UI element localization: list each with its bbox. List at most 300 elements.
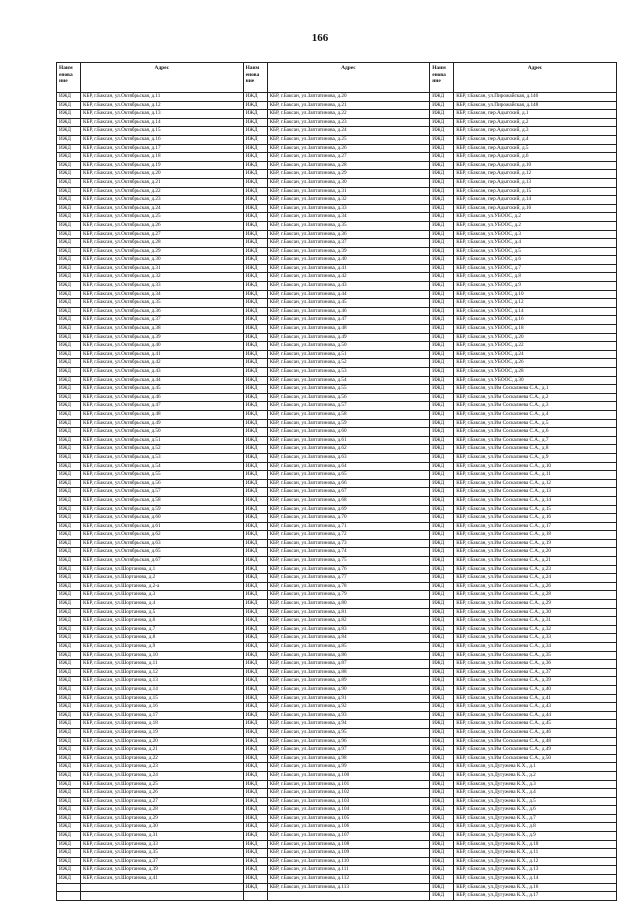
row-address-cell: КБР, г.Баксан, ул.Шортанова, д.1 [81,565,244,574]
row-address-cell: КБР, г.Баксан, ул.Шортанова, д.3 [81,591,244,600]
row-type-cell: ИЖД [57,600,81,609]
row-address-cell: КБР, г.Баксан, ул.Заптатинова, д.54 [267,376,430,385]
row-type-cell [243,892,267,901]
row-address-cell: КБР, г.Баксан, пер.Адыгский, д.2 [454,118,617,127]
row-address-cell: КБР, г.Баксан, ул.Им Соскалиева С.А., д.23 [454,565,617,574]
row-type-cell: ИЖД [430,814,454,823]
row-address-cell: КБР, г.Баксан, ул.Заптатинова, д.79 [267,591,430,600]
row-type-cell: ИЖД [430,385,454,394]
row-address-cell: КБР, г.Баксан, ул.Заптатинова, д.52 [267,359,430,368]
row-type-cell: ИЖД [243,505,267,514]
row-type-cell: ИЖД [57,445,81,454]
table-row [57,273,617,282]
row-address-cell: КБР, г.Баксан, ул.Заптатинова, д.56 [267,393,430,402]
row-address-cell: КБР, г.Баксан, пер.Адыгский, д.1 [454,110,617,119]
table-row [57,780,617,789]
row-address-cell: КБР, г.Баксан, ул.Им Соскалиева С.А., д.10 [454,462,617,471]
row-address-cell: КБР, г.Баксан, ул.Шортанова, д.22 [81,754,244,763]
row-address-cell: КБР, г.Баксан, ул.Им Соскалиева С.А., д.14 [454,496,617,505]
row-type-cell: ИЖД [243,797,267,806]
row-type-cell: ИЖД [57,771,81,780]
row-address-cell: КБР, г.Баксан, ул.Октябрьская, д.31 [81,264,244,273]
row-type-cell: ИЖД [57,290,81,299]
row-address-cell: КБР, г.Баксан, ул.Заптатинова, д.89 [267,677,430,686]
row-address-cell: КБР, г.Баксан, ул.Дугужева К.Х., д.8 [454,823,617,832]
row-type-cell: ИЖД [57,239,81,248]
table-row [57,771,617,780]
row-address-cell: КБР, г.Баксан, ул.УБООС, д.16 [454,316,617,325]
row-address-cell: КБР, г.Баксан, ул.Октябрьская, д.46 [81,393,244,402]
row-address-cell: КБР, г.Баксан, ул.Заптатинова, д.55 [267,385,430,394]
row-type-cell: ИЖД [430,453,454,462]
row-type-cell: ИЖД [57,247,81,256]
row-address-cell: КБР, г.Баксан, ул.Заптатинова, д.50 [267,342,430,351]
row-type-cell: ИЖД [243,823,267,832]
table-row [57,806,617,815]
row-address-cell: КБР, г.Баксан, ул.Заптатинова, д.95 [267,728,430,737]
row-type-cell: ИЖД [243,514,267,523]
row-address-cell: КБР, г.Баксан, ул.УБООС, д.14 [454,307,617,316]
table-row [57,677,617,686]
row-type-cell: ИЖД [430,178,454,187]
row-type-cell: ИЖД [430,230,454,239]
row-address-cell: КБР, г.Баксан, ул.Заптатинова, д.37 [267,239,430,248]
row-address-cell: КБР, г.Баксан, ул.Шортанова, д.8 [81,634,244,643]
table-row [57,299,617,308]
row-address-cell: КБР, г.Баксан, ул.Заптатинова, д.47 [267,316,430,325]
row-type-cell: ИЖД [57,299,81,308]
row-type-cell: ИЖД [57,694,81,703]
row-address-cell: КБР, г.Баксан, ул.Им Соскалиева С.А., д.20 [454,548,617,557]
row-address-cell: КБР, г.Баксан, ул.УБООС, д.3 [454,230,617,239]
row-type-cell: ИЖД [243,307,267,316]
table-row [57,135,617,144]
row-address-cell: КБР, г.Баксан, ул.Шортанова, д.2-а [81,582,244,591]
row-address-cell [81,892,244,901]
row-address-cell: КБР, г.Баксан, ул.Октябрьская, д.30 [81,256,244,265]
row-type-cell: ИЖД [430,703,454,712]
row-address-cell: КБР, г.Баксан, ул.Октябрьская, д.56 [81,479,244,488]
row-type-cell: ИЖД [243,617,267,626]
row-type-cell: ИЖД [430,428,454,437]
row-address-cell: КБР, г.Баксан, ул.Октябрьская, д.59 [81,505,244,514]
row-type-cell: ИЖД [430,591,454,600]
row-type-cell: ИЖД [243,230,267,239]
row-type-cell: ИЖД [430,436,454,445]
row-address-cell: КБР, г.Баксан, ул.Октябрьская, д.16 [81,135,244,144]
table-row [57,488,617,497]
table-row [57,840,617,849]
row-type-cell: ИЖД [57,806,81,815]
row-type-cell: ИЖД [243,806,267,815]
table-row [57,875,617,884]
row-type-cell: ИЖД [243,728,267,737]
row-address-cell: КБР, г.Баксан, ул.Им Соскалиева С.А., д.6 [454,428,617,437]
row-address-cell: КБР, г.Баксан, ул.Заптатинова, д.105 [267,814,430,823]
row-address-cell: КБР, г.Баксан, ул.Дугужева К.Х., д.7 [454,814,617,823]
row-type-cell: ИЖД [243,600,267,609]
table-row [57,419,617,428]
table-row [57,453,617,462]
row-address-cell: КБР, г.Баксан, ул.Октябрьская, д.40 [81,342,244,351]
row-type-cell: ИЖД [57,625,81,634]
row-type-cell: ИЖД [243,118,267,127]
row-type-cell: ИЖД [243,814,267,823]
table-row [57,204,617,213]
row-address-cell: КБР, г.Баксан, ул.Дугужева К.Х., д.14 [454,875,617,884]
row-address-cell: КБР, г.Баксан, ул.Заптатинова, д.110 [267,857,430,866]
row-address-cell: КБР, г.Баксан, ул.УБООС, д.30 [454,376,617,385]
row-type-cell [57,892,81,901]
row-type-cell: ИЖД [430,557,454,566]
row-address-cell: КБР, г.Баксан, ул.Заптатинова, д.24 [267,127,430,136]
row-type-cell: ИЖД [57,161,81,170]
row-address-cell: КБР, г.Баксан, ул.Октябрьская, д.52 [81,445,244,454]
row-type-cell: ИЖД [57,144,81,153]
row-type-cell: ИЖД [243,591,267,600]
table-row [57,127,617,136]
row-type-cell: ИЖД [57,333,81,342]
row-type-cell: ИЖД [243,187,267,196]
table-row [57,522,617,531]
row-address-cell: КБР, г.Баксан, ул.Шортанова, д.31 [81,832,244,841]
row-type-cell: ИЖД [430,634,454,643]
table-row [57,608,617,617]
row-address-cell: КБР, г.Баксан, ул.Дугужева К.Х., д.3 [454,780,617,789]
row-address-cell: КБР, г.Баксан, ул.Заптатинова, д.98 [267,754,430,763]
row-type-cell: ИЖД [430,264,454,273]
row-type-cell: ИЖД [243,634,267,643]
row-address-cell: КБР, г.Баксан, ул.Им Соскалиева С.А., д.16 [454,514,617,523]
row-type-cell: ИЖД [57,402,81,411]
row-address-cell: КБР, г.Баксан, пер.Адыгский, д.15 [454,187,617,196]
row-address-cell: КБР, г.Баксан, ул.Октябрьская, д.42 [81,359,244,368]
row-address-cell: КБР, г.Баксан, ул.УБООС, д.6 [454,256,617,265]
row-type-cell: ИЖД [243,239,267,248]
row-type-cell: ИЖД [430,685,454,694]
row-address-cell: КБР, г.Баксан, ул.Шортанова, д.37 [81,857,244,866]
row-address-cell: КБР, г.Баксан, ул.Октябрьская, д.32 [81,273,244,282]
row-type-cell: ИЖД [243,376,267,385]
table-row [57,711,617,720]
row-type-cell: ИЖД [430,582,454,591]
row-type-cell: ИЖД [430,514,454,523]
row-type-cell: ИЖД [57,282,81,291]
row-address-cell: КБР, г.Баксан, ул.Заптатинова, д.44 [267,290,430,299]
row-type-cell: ИЖД [430,299,454,308]
page-number: 166 [311,32,329,44]
row-address-cell: КБР, г.Баксан, ул.Заптатинова, д.43 [267,282,430,291]
row-address-cell: КБР, г.Баксан, ул.Шортанова, д.15 [81,694,244,703]
row-address-cell: КБР, г.Баксан, ул.Октябрьская, д.35 [81,299,244,308]
row-type-cell: ИЖД [57,840,81,849]
table-row [57,643,617,652]
row-address-cell [81,883,244,892]
row-address-cell: КБР, г.Баксан, ул.Заптатинова, д.29 [267,170,430,179]
table-row [57,600,617,609]
row-address-cell: КБР, г.Баксан, пер.Адыгский, д.10 [454,161,617,170]
row-type-cell: ИЖД [430,771,454,780]
table-row [57,531,617,540]
row-address-cell: КБР, г.Баксан, ул.Шортанова, д.18 [81,720,244,729]
row-address-cell: КБР, г.Баксан, ул.Октябрьская, д.41 [81,350,244,359]
row-type-cell: ИЖД [430,256,454,265]
table-row [57,307,617,316]
row-type-cell: ИЖД [243,857,267,866]
row-address-cell: КБР, г.Баксан, ул.Заптатинова, д.63 [267,453,430,462]
row-type-cell: ИЖД [243,342,267,351]
row-address-cell: КБР, г.Баксан, ул.УБООС, д.28 [454,368,617,377]
row-address-cell: КБР, г.Баксан, ул.Заптатинова, д.64 [267,462,430,471]
row-address-cell: КБР, г.Баксан, ул.Им Соскалиева С.А., д.9 [454,453,617,462]
row-address-cell: КБР, г.Баксан, ул.Заптатинова, д.66 [267,479,430,488]
row-address-cell: КБР, г.Баксан, ул.Им Соскалиева С.А., д.35 [454,651,617,660]
row-address-cell: КБР, г.Баксан, ул.Заптатинова, д.32 [267,196,430,205]
row-type-cell: ИЖД [430,239,454,248]
table-row [57,239,617,248]
row-type-cell: ИЖД [243,170,267,179]
row-type-cell: ИЖД [243,574,267,583]
row-address-cell: КБР, г.Баксан, ул.Им Соскалиева С.А., д.26 [454,582,617,591]
row-type-cell: ИЖД [243,256,267,265]
row-address-cell: КБР, г.Баксан, пер.Адыгский, д.3 [454,127,617,136]
row-address-cell: КБР, г.Баксан, ул.Заптатинова, д.111 [267,866,430,875]
row-address-cell: КБР, г.Баксан, ул.Октябрьская, д.62 [81,531,244,540]
row-type-cell: ИЖД [430,419,454,428]
row-type-cell: ИЖД [243,221,267,230]
row-type-cell: ИЖД [57,204,81,213]
row-type-cell: ИЖД [57,436,81,445]
row-address-cell: КБР, г.Баксан, ул.Заптатинова, д.85 [267,643,430,652]
row-type-cell: ИЖД [57,410,81,419]
row-type-cell: ИЖД [243,247,267,256]
row-type-cell: ИЖД [430,522,454,531]
row-address-cell: КБР, г.Баксан, ул.Заптатинова, д.23 [267,118,430,127]
row-type-cell: ИЖД [243,410,267,419]
row-address-cell: КБР, г.Баксан, ул.Им Соскалиева С.А., д.44 [454,711,617,720]
row-address-cell: КБР, г.Баксан, ул.Шортанова, д.4 [81,600,244,609]
table-row [57,264,617,273]
row-address-cell: КБР, г.Баксан, ул.Заптатинова, д.101 [267,780,430,789]
row-type-cell: ИЖД [57,737,81,746]
row-address-cell: КБР, г.Баксан, ул.УБООС, д.10 [454,290,617,299]
row-type-cell: ИЖД [243,488,267,497]
row-address-cell: КБР, г.Баксан, ул.Заптатинова, д.87 [267,660,430,669]
row-address-cell: КБР, г.Баксан, ул.Им Соскалиева С.А., д.19 [454,539,617,548]
header-address-col-1: Адрес [81,63,244,93]
row-address-cell: КБР, г.Баксан, ул.Дугужева К.Х., д.11 [454,849,617,858]
row-type-cell: ИЖД [57,728,81,737]
table-row [57,445,617,454]
row-address-cell: КБР, г.Баксан, ул.Шортанова, д.21 [81,746,244,755]
table-row [57,557,617,566]
row-address-cell: КБР, г.Баксан, ул.Октябрьская, д.11 [81,93,244,102]
table-row [57,187,617,196]
row-type-cell: ИЖД [430,600,454,609]
row-address-cell: КБР, г.Баксан, ул.Шортанова, д.30 [81,823,244,832]
row-type-cell: ИЖД [243,531,267,540]
row-address-cell: КБР, г.Баксан, ул.Октябрьская, д.27 [81,230,244,239]
row-address-cell: КБР, г.Баксан, пер.Адыгский, д.16 [454,204,617,213]
table-row [57,625,617,634]
row-type-cell: ИЖД [430,282,454,291]
row-type-cell: ИЖД [243,144,267,153]
row-type-cell: ИЖД [430,892,454,901]
row-address-cell: КБР, г.Баксан, ул.Заптатинова, д.99 [267,763,430,772]
row-type-cell: ИЖД [430,247,454,256]
row-address-cell: КБР, г.Баксан, ул.Октябрьская, д.45 [81,385,244,394]
row-address-cell: КБР, г.Баксан, ул.Заптатинова, д.108 [267,840,430,849]
row-type-cell: ИЖД [57,875,81,884]
row-type-cell: ИЖД [430,651,454,660]
table-row [57,496,617,505]
row-type-cell: ИЖД [243,135,267,144]
row-type-cell: ИЖД [57,453,81,462]
row-address-cell: КБР, г.Баксан, ул.Шортанова, д.17 [81,711,244,720]
row-address-cell: КБР, г.Баксан, ул.Заптатинова, д.51 [267,350,430,359]
row-type-cell: ИЖД [57,857,81,866]
row-address-cell: КБР, г.Баксан, ул.Заптатинова, д.70 [267,514,430,523]
row-type-cell: ИЖД [243,866,267,875]
row-address-cell: КБР, г.Баксан, ул.УБООС, д.5 [454,247,617,256]
row-address-cell: КБР, г.Баксан, ул.Заптатинова, д.60 [267,428,430,437]
row-address-cell: КБР, г.Баксан, ул.Им Соскалиева С.А., д.28 [454,591,617,600]
row-type-cell: ИЖД [57,350,81,359]
row-address-cell: КБР, г.Баксан, ул.Заптатинова, д.20 [267,93,430,102]
row-address-cell: КБР, г.Баксан, ул.Октябрьская, д.26 [81,221,244,230]
row-type-cell: ИЖД [57,557,81,566]
row-address-cell: КБР, г.Баксан, ул.Октябрьская, д.24 [81,204,244,213]
row-address-cell: КБР, г.Баксан, ул.Им Соскалиева С.А., д.15 [454,505,617,514]
table-row [57,402,617,411]
row-address-cell: КБР, г.Баксан, ул.Им Соскалиева С.А., д.3 [454,402,617,411]
row-type-cell: ИЖД [430,368,454,377]
row-address-cell: КБР, г.Баксан, ул.Им Соскалиева С.А., д.12 [454,479,617,488]
row-type-cell: ИЖД [57,797,81,806]
row-type-cell: ИЖД [57,668,81,677]
row-address-cell: КБР, г.Баксан, ул.Заптатинова, д.30 [267,178,430,187]
row-type-cell: ИЖД [243,479,267,488]
row-type-cell: ИЖД [430,393,454,402]
row-address-cell: КБР, г.Баксан, ул.Шортанова, д.24 [81,771,244,780]
row-type-cell: ИЖД [430,754,454,763]
row-address-cell: КБР, г.Баксан, ул.Октябрьская, д.21 [81,178,244,187]
table-row [57,325,617,334]
row-address-cell: КБР, г.Баксан, ул.Шортанова, д.10 [81,651,244,660]
row-address-cell: КБР, г.Баксан, ул.Им Соскалиева С.А., д.41 [454,694,617,703]
row-address-cell: КБР, г.Баксан, ул.Октябрьская, д.63 [81,539,244,548]
row-address-cell: КБР, г.Баксан, ул.Им Соскалиева С.А., д.17 [454,522,617,531]
row-address-cell: КБР, г.Баксан, ул.Заптатинова, д.73 [267,539,430,548]
row-address-cell: КБР, г.Баксан, ул.Заптатинова, д.88 [267,668,430,677]
row-address-cell: КБР, г.Баксан, ул.УБООС, д.18 [454,325,617,334]
row-type-cell: ИЖД [243,213,267,222]
row-type-cell: ИЖД [57,565,81,574]
row-type-cell: ИЖД [57,428,81,437]
row-address-cell: КБР, г.Баксан, ул.Шортанова, д.39 [81,866,244,875]
row-address-cell: КБР, г.Баксан, ул.Шортанова, д.27 [81,797,244,806]
row-address-cell: КБР, г.Баксан, ул.Заптатинова, д.104 [267,806,430,815]
row-address-cell: КБР, г.Баксан, ул.Дугужева К.Х., д.6 [454,806,617,815]
table-row [57,591,617,600]
row-type-cell: ИЖД [243,763,267,772]
row-type-cell: ИЖД [243,333,267,342]
row-address-cell: КБР, г.Баксан, ул.Шортанова, д.14 [81,685,244,694]
row-address-cell: КБР, г.Баксан, ул.Заптатинова, д.106 [267,823,430,832]
row-type-cell: ИЖД [243,290,267,299]
row-address-cell: КБР, г.Баксан, ул.Пирожайская, д.146 [454,93,617,102]
row-type-cell: ИЖД [57,643,81,652]
table-row [57,462,617,471]
row-type-cell: ИЖД [57,488,81,497]
table-row [57,93,617,102]
table-row [57,703,617,712]
row-type-cell: ИЖД [430,565,454,574]
address-table [56,62,617,901]
row-address-cell: КБР, г.Баксан, ул.Им Соскалиева С.А., д.50 [454,754,617,763]
row-address-cell: КБР, г.Баксан, ул.Шортанова, д.26 [81,789,244,798]
row-type-cell: ИЖД [243,711,267,720]
row-type-cell: ИЖД [243,582,267,591]
table-row [57,574,617,583]
row-type-cell: ИЖД [243,178,267,187]
row-type-cell: ИЖД [57,608,81,617]
row-type-cell: ИЖД [57,307,81,316]
table-row [57,342,617,351]
row-type-cell: ИЖД [243,93,267,102]
table-row [57,368,617,377]
row-address-cell: КБР, г.Баксан, ул.УБООС, д.8 [454,273,617,282]
row-address-cell: КБР, г.Баксан, ул.УБООС, д.2 [454,213,617,222]
row-address-cell: КБР, г.Баксан, ул.Шортанова, д.41 [81,875,244,884]
row-address-cell: КБР, г.Баксан, ул.Октябрьская, д.55 [81,471,244,480]
row-type-cell: ИЖД [57,711,81,720]
row-address-cell: КБР, г.Баксан, ул.Им Соскалиева С.А., д.24 [454,574,617,583]
table-row [57,789,617,798]
row-address-cell: КБР, г.Баксан, ул.Заптатинова, д.71 [267,522,430,531]
row-address-cell: КБР, г.Баксан, ул.Шортанова, д.19 [81,728,244,737]
header-address-col-3: Адрес [454,63,617,93]
row-type-cell: ИЖД [430,127,454,136]
row-address-cell: КБР, г.Баксан, ул.Заптатинова, д.61 [267,436,430,445]
row-address-cell: КБР, г.Баксан, ул.Заптатинова, д.33 [267,204,430,213]
row-type-cell: ИЖД [243,883,267,892]
row-type-cell: ИЖД [430,763,454,772]
table-row [57,410,617,419]
row-type-cell: ИЖД [57,746,81,755]
row-type-cell: ИЖД [243,832,267,841]
row-type-cell: ИЖД [57,127,81,136]
row-type-cell: ИЖД [243,428,267,437]
row-type-cell: ИЖД [430,720,454,729]
row-address-cell: КБР, г.Баксан, ул.Октябрьская, д.17 [81,144,244,153]
table-row [57,247,617,256]
row-address-cell: КБР, г.Баксан, ул.Октябрьская, д.33 [81,282,244,291]
row-type-cell: ИЖД [57,677,81,686]
row-type-cell: ИЖД [430,823,454,832]
table-row [57,814,617,823]
row-address-cell: КБР, г.Баксан, ул.Им Соскалиева С.А., д.48 [454,737,617,746]
row-type-cell: ИЖД [57,591,81,600]
row-type-cell: ИЖД [430,187,454,196]
row-type-cell: ИЖД [243,264,267,273]
table-row [57,892,617,901]
row-address-cell: КБР, г.Баксан, ул.Им Соскалиева С.А., д.8 [454,445,617,454]
row-type-cell: ИЖД [430,204,454,213]
table-row [57,832,617,841]
row-address-cell: КБР, г.Баксан, ул.Заптатинова, д.80 [267,600,430,609]
row-type-cell: ИЖД [430,832,454,841]
